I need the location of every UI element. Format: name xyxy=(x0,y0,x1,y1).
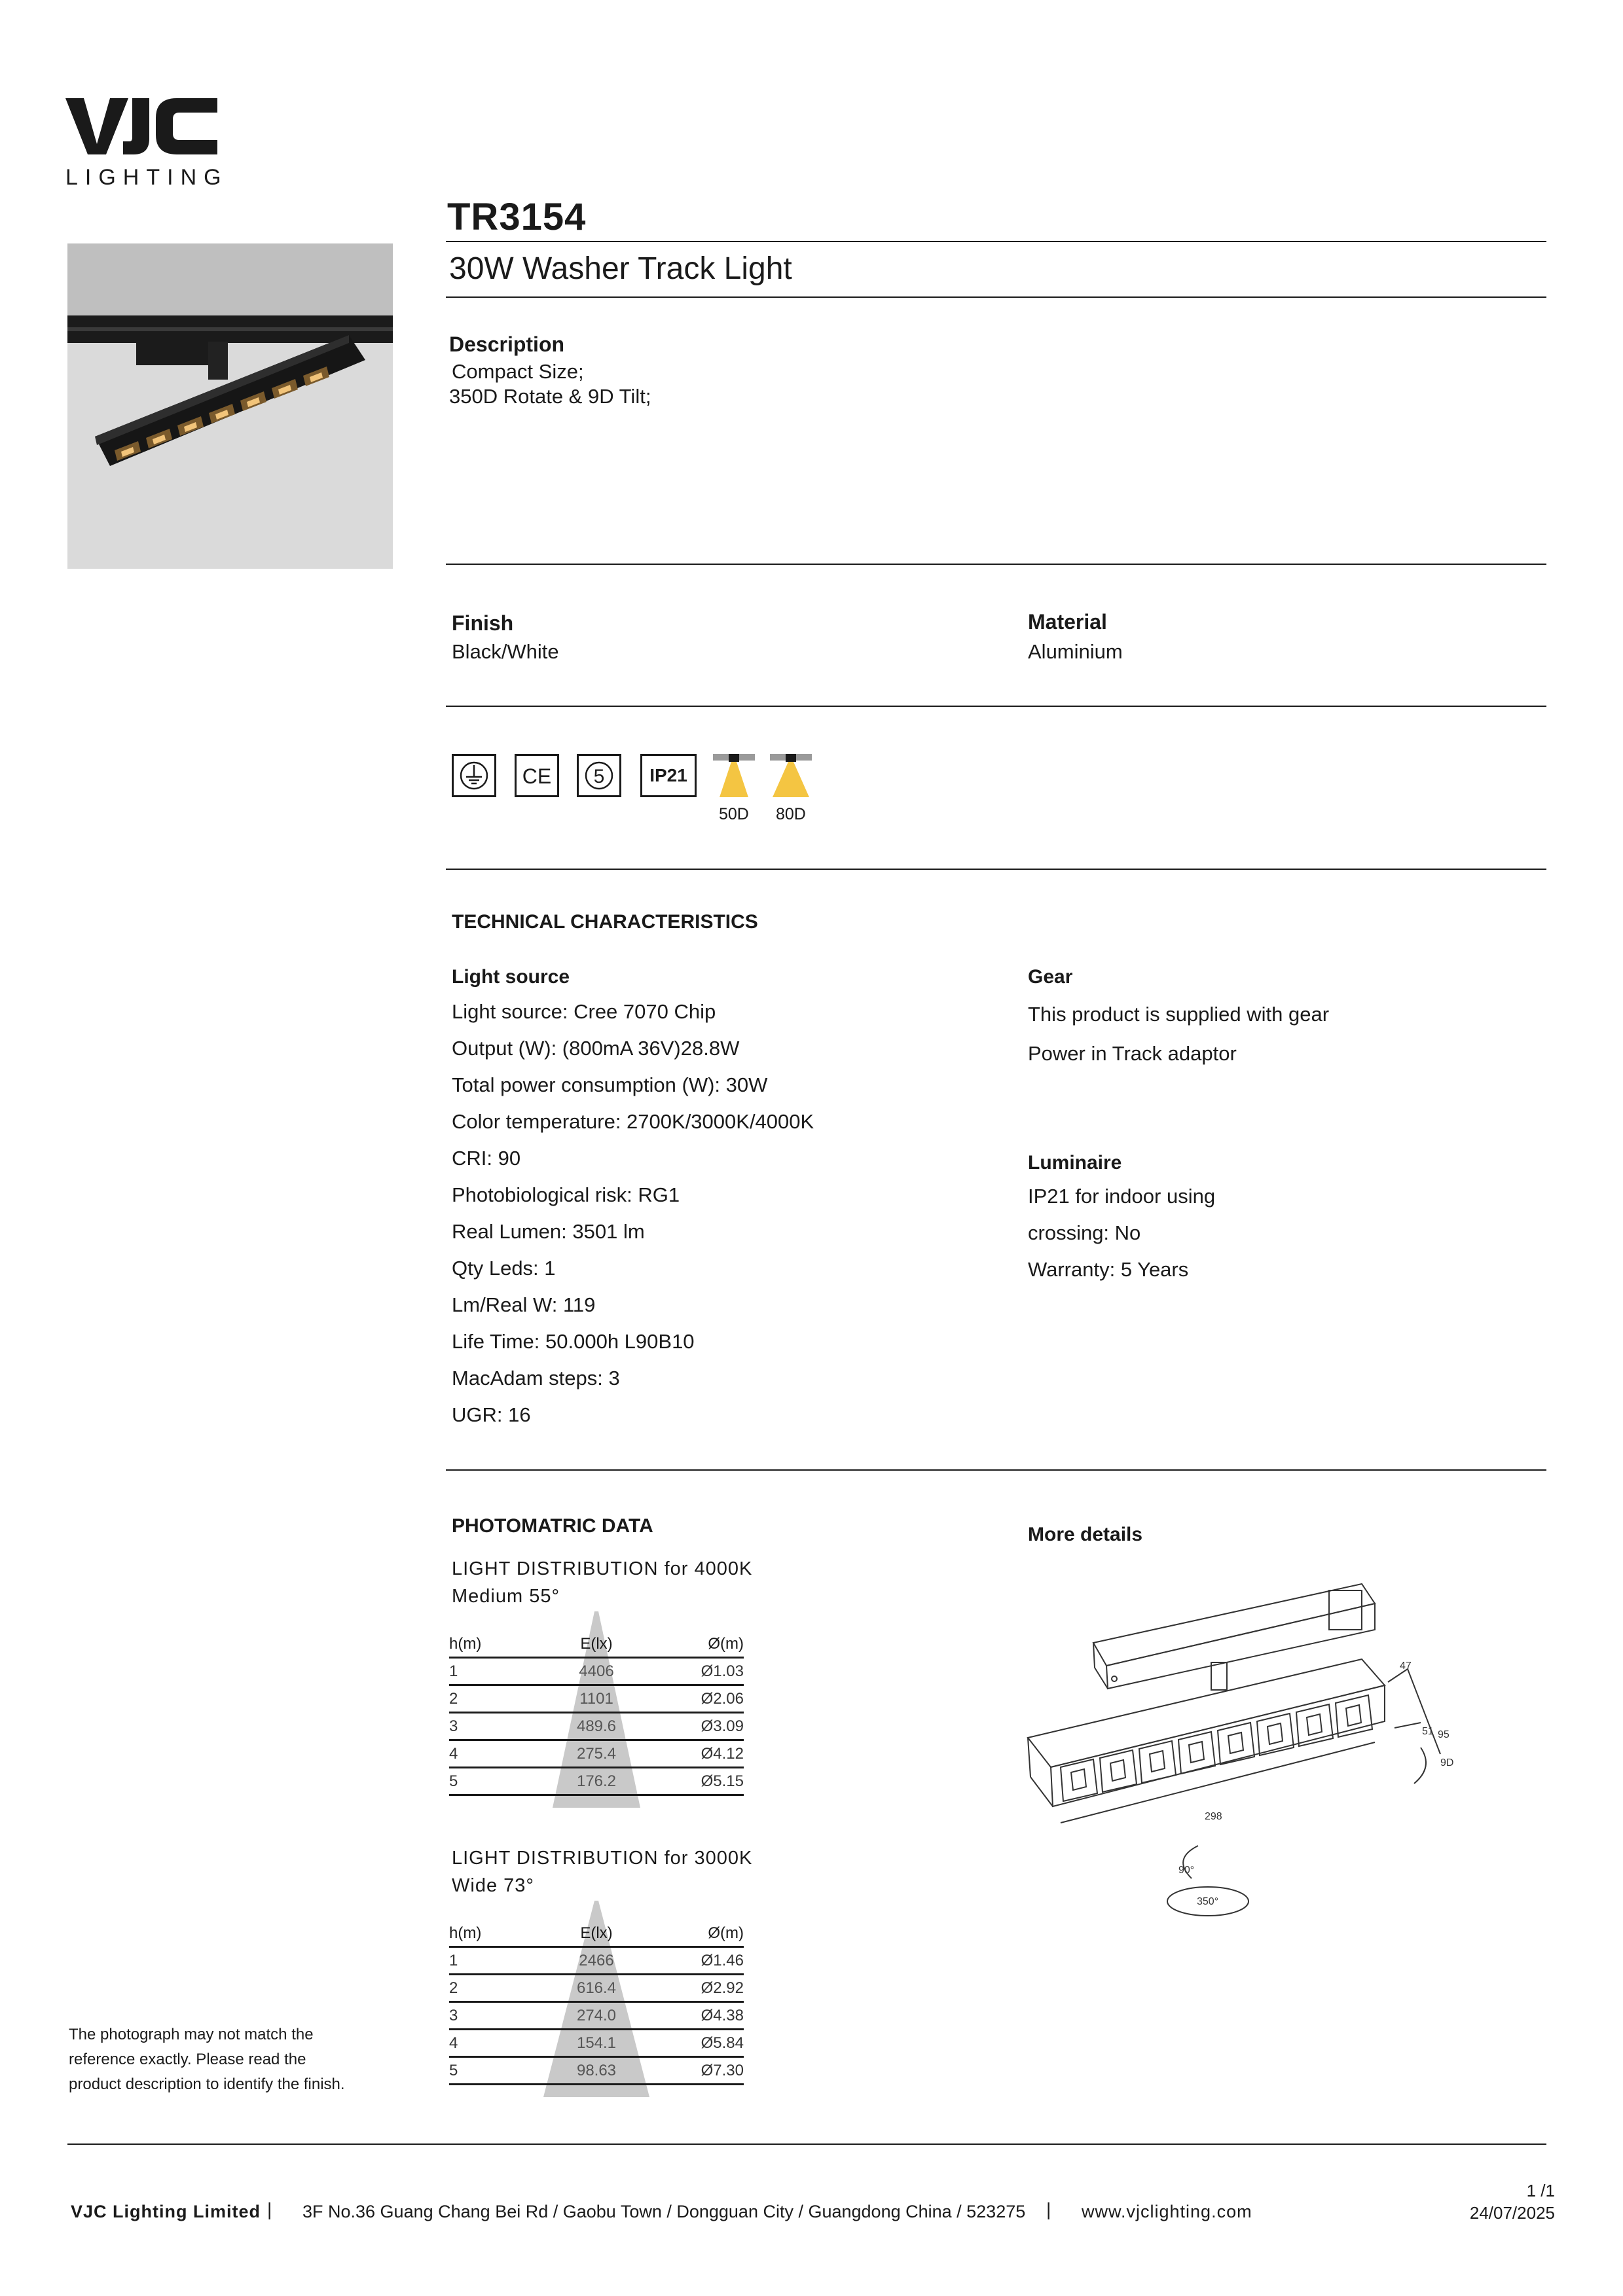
distribution-title-line: Medium 55° xyxy=(452,1586,560,1607)
table-cell: 3 xyxy=(449,2007,458,2024)
gear-heading: Gear xyxy=(1028,966,1073,988)
table-row xyxy=(449,1741,744,1768)
product-name: 30W Washer Track Light xyxy=(449,251,792,286)
table-cell: 1 xyxy=(449,1952,458,1969)
table-cell: Ø1.46 xyxy=(701,1952,744,1969)
table-cell: 1101 xyxy=(579,1690,613,1708)
dimension-label: 9D xyxy=(1440,1757,1454,1768)
dimension-label: 51 xyxy=(1422,1726,1434,1737)
distribution-title-line: LIGHT DISTRIBUTION for 3000K xyxy=(452,1848,753,1869)
disclaimer-line: The photograph may not match the xyxy=(69,2026,314,2043)
table-header-cell: h(m) xyxy=(449,1924,482,1942)
dimension-label: 47 xyxy=(1400,1660,1412,1672)
product-code: TR3154 xyxy=(447,196,587,238)
document-date: 24/07/2025 xyxy=(1469,2203,1555,2223)
light-source-item: MacAdam steps: 3 xyxy=(452,1367,620,1390)
table-row xyxy=(449,2058,744,2085)
footer-separator: | xyxy=(267,2199,272,2219)
ce-mark-label: CE xyxy=(522,764,552,788)
distribution-title-line: Wide 73° xyxy=(452,1875,534,1896)
technical-drawing xyxy=(1021,1571,1480,1937)
photometric-table-4000k xyxy=(449,1611,744,1808)
finish-heading: Finish xyxy=(452,611,514,635)
photo-disclaimer xyxy=(69,2022,409,2097)
footer-separator: | xyxy=(1046,2199,1051,2219)
table-header-cell: Ø(m) xyxy=(708,1635,744,1653)
page-number: 1 /1 xyxy=(1526,2181,1555,2200)
luminaire-item: crossing: No xyxy=(1028,1221,1141,1244)
dimension-label: 90° xyxy=(1178,1865,1195,1876)
table-row xyxy=(449,1948,744,1975)
table-cell: 1 xyxy=(449,1662,458,1680)
light-source-heading: Light source xyxy=(452,966,570,988)
ce-mark-icon xyxy=(515,754,559,797)
light-source-item: Lm/Real W: 119 xyxy=(452,1293,596,1316)
table-cell: Ø1.03 xyxy=(701,1662,744,1680)
luminaire-item: Warranty: 5 Years xyxy=(1028,1258,1189,1281)
disclaimer-line: reference exactly. Please read the xyxy=(69,2051,306,2068)
table-cell: Ø4.38 xyxy=(701,2007,744,2024)
more-details-heading: More details xyxy=(1028,1524,1143,1545)
table-cell: Ø5.84 xyxy=(701,2034,744,2052)
distribution-title xyxy=(452,1555,752,1610)
product-photo xyxy=(67,243,393,569)
photometric-heading: PHOTOMATRIC DATA xyxy=(452,1515,653,1537)
light-source-item: Real Lumen: 3501 lm xyxy=(452,1220,645,1243)
table-header-row xyxy=(449,1631,744,1659)
footer-address: 3F No.36 Guang Chang Bei Rd / Gaobu Town / Dongguan City / Guangdong China / 523275 xyxy=(302,2202,1026,2221)
warranty-years-label: 5 xyxy=(593,766,605,787)
dimension-label: 298 xyxy=(1205,1811,1222,1822)
beam-angle-50-icon xyxy=(712,753,756,800)
beam-label: 80D xyxy=(776,805,806,823)
beam-label: 50D xyxy=(719,805,749,823)
logo-subtitle: LIGHTING xyxy=(65,165,228,190)
earth-class-icon xyxy=(452,754,496,797)
table-cell: Ø5.15 xyxy=(701,1772,744,1790)
table-cell: 176.2 xyxy=(576,1772,617,1790)
table-cell: Ø4.12 xyxy=(701,1745,744,1763)
luminaire-heading: Luminaire xyxy=(1028,1152,1122,1174)
photometric-table-3000k xyxy=(449,1901,744,2097)
gear-item: Power in Track adaptor xyxy=(1028,1042,1237,1065)
description-heading: Description xyxy=(449,332,565,356)
disclaimer-line: product description to identify the finish. xyxy=(69,2075,345,2093)
table-cell: 98.63 xyxy=(576,2062,617,2079)
material-heading: Material xyxy=(1028,610,1107,634)
distribution-title-line: LIGHT DISTRIBUTION for 4000K xyxy=(452,1558,753,1579)
ip-rating-icon xyxy=(640,754,697,797)
table-cell: 489.6 xyxy=(576,1717,617,1735)
table-row xyxy=(449,1713,744,1741)
table-cell: 4 xyxy=(449,1745,458,1763)
table-row xyxy=(449,1768,744,1796)
table-header-cell: Ø(m) xyxy=(708,1924,744,1942)
ip-rating-label: IP21 xyxy=(649,765,687,785)
table-cell: 2 xyxy=(449,1979,458,1997)
table-row xyxy=(449,1686,744,1713)
table-row xyxy=(449,2030,744,2058)
distribution-title xyxy=(452,1844,752,1899)
table-cell: Ø7.30 xyxy=(701,2062,744,2079)
light-source-item: Life Time: 50.000h L90B10 xyxy=(452,1330,695,1353)
light-source-item: CRI: 90 xyxy=(452,1147,521,1170)
light-source-item: UGR: 16 xyxy=(452,1403,531,1426)
table-header-cell: E(lx) xyxy=(580,1635,613,1653)
material-value: Aluminium xyxy=(1028,640,1123,663)
technical-heading: TECHNICAL CHARACTERISTICS xyxy=(452,911,758,933)
table-header-cell: E(lx) xyxy=(580,1924,613,1942)
table-cell: 2466 xyxy=(579,1952,614,1969)
table-cell: Ø3.09 xyxy=(701,1717,744,1735)
footer-website-link[interactable]: www.vjclighting.com xyxy=(1082,2202,1252,2221)
table-cell: 5 xyxy=(449,2062,458,2079)
brand-logo-icon xyxy=(65,98,219,164)
table-cell: 3 xyxy=(449,1717,458,1735)
light-source-item: Output (W): (800mA 36V)28.8W xyxy=(452,1037,740,1060)
table-cell: 154.1 xyxy=(576,2034,617,2052)
table-cell: 275.4 xyxy=(576,1745,617,1763)
table-cell: 5 xyxy=(449,1772,458,1790)
luminaire-item: IP21 for indoor using xyxy=(1028,1185,1216,1208)
table-row xyxy=(449,2003,744,2030)
finish-value: Black/White xyxy=(452,640,559,663)
table-cell: 4 xyxy=(449,2034,458,2052)
table-cell: 2 xyxy=(449,1690,458,1708)
table-cell: 274.0 xyxy=(576,2007,617,2024)
light-source-item: Qty Leds: 1 xyxy=(452,1257,556,1280)
footer-company: VJC Lighting Limited xyxy=(71,2202,261,2221)
table-cell: Ø2.92 xyxy=(701,1979,744,1997)
table-cell: Ø2.06 xyxy=(701,1690,744,1708)
table-cell: 616.4 xyxy=(576,1979,617,1997)
light-source-item: Photobiological risk: RG1 xyxy=(452,1183,680,1206)
light-source-item: Total power consumption (W): 30W xyxy=(452,1073,768,1096)
description-line: 350D Rotate & 9D Tilt; xyxy=(449,385,651,408)
table-header-cell: h(m) xyxy=(449,1635,482,1653)
dimension-label: 95 xyxy=(1438,1729,1450,1740)
light-source-item: Light source: Cree 7070 Chip xyxy=(452,1000,716,1023)
description-line: Compact Size; xyxy=(452,360,584,383)
gear-item: This product is supplied with gear xyxy=(1028,1003,1330,1026)
table-row xyxy=(449,1975,744,2003)
beam-angle-80-icon xyxy=(769,753,813,800)
light-source-item: Color temperature: 2700K/3000K/4000K xyxy=(452,1110,814,1133)
table-row xyxy=(449,1659,744,1686)
five-years-warranty-icon xyxy=(577,754,621,797)
table-header-row xyxy=(449,1920,744,1948)
dimension-label: 350° xyxy=(1197,1896,1219,1907)
table-cell: 4406 xyxy=(579,1662,614,1680)
